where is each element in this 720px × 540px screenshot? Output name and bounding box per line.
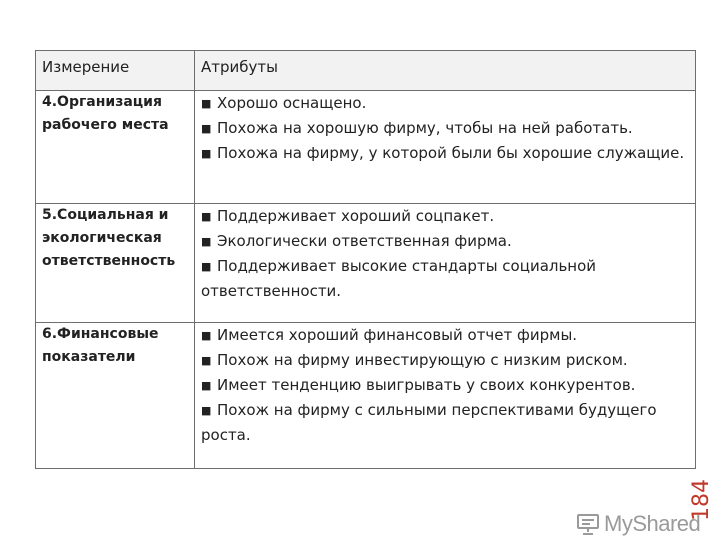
attribute-text: Поддерживает высокие стандарты социальной ответственности. — [201, 257, 597, 300]
attribute-text: Поддерживает хороший соцпакет. — [217, 207, 495, 225]
bullet-square-icon: ■ — [201, 122, 212, 135]
bullet-square-icon: ■ — [201, 210, 212, 223]
header-dimension: Измерение — [36, 51, 195, 91]
header-attributes: Атрибуты — [195, 51, 696, 91]
attribute-item — [201, 323, 689, 348]
table-row — [36, 323, 696, 469]
attributes-cell — [195, 204, 696, 323]
attribute-text: Экологически ответственная фирма. — [217, 232, 512, 250]
attribute-text: Похожа на фирму, у которой были бы хорошие служащие. — [217, 144, 685, 162]
bullet-square-icon: ■ — [201, 404, 212, 417]
bullet-square-icon: ■ — [201, 379, 212, 392]
attribute-item — [201, 398, 689, 448]
table-header-row — [36, 51, 696, 91]
attribute-item — [201, 373, 689, 398]
dimension-cell: 4.Организация рабочего места — [36, 91, 195, 204]
attribute-item — [201, 204, 689, 229]
attribute-item — [201, 91, 689, 116]
bullet-square-icon: ■ — [201, 147, 212, 160]
attributes-table — [35, 50, 696, 469]
attributes-cell — [195, 323, 696, 469]
logo-text: MyShared — [604, 511, 701, 536]
page-number: 184 — [689, 479, 714, 521]
attribute-text: Похожа на хорошую фирму, чтобы на ней работать. — [217, 119, 633, 137]
attributes-cell — [195, 91, 696, 204]
attribute-text: Похож на фирму инвестирующую с низким риском. — [217, 351, 628, 369]
myshared-logo — [576, 510, 700, 538]
attribute-item — [201, 254, 689, 304]
attribute-text: Имеется хороший финансовый отчет фирмы. — [217, 326, 578, 344]
presentation-board-icon — [576, 512, 600, 536]
attribute-text: Имеет тенденцию выигрывать у своих конкурентов. — [217, 376, 636, 394]
attribute-text: Похож на фирму с сильными перспективами будущего роста. — [201, 401, 657, 444]
attribute-item — [201, 141, 689, 166]
table-row — [36, 204, 696, 323]
bullet-square-icon: ■ — [201, 235, 212, 248]
attribute-text: Хорошо оснащено. — [217, 94, 367, 112]
table-row — [36, 91, 696, 204]
attribute-item — [201, 116, 689, 141]
bullet-square-icon: ■ — [201, 354, 212, 367]
attribute-item — [201, 348, 689, 373]
attribute-item — [201, 229, 689, 254]
dimension-cell: 5.Социальная и экологическая ответственность — [36, 204, 195, 323]
bullet-square-icon: ■ — [201, 329, 212, 342]
bullet-square-icon: ■ — [201, 260, 212, 273]
dimension-cell: 6.Финансовые показатели — [36, 323, 195, 469]
bullet-square-icon: ■ — [201, 97, 212, 110]
